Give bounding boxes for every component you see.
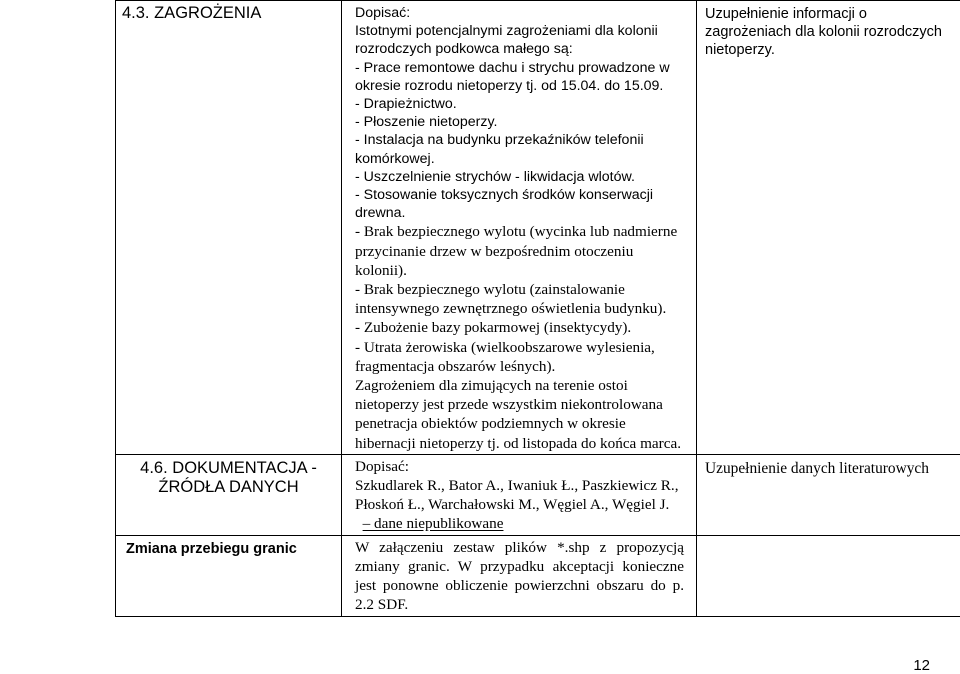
text-line: - Brak bezpiecznego wylotu (zainstalowanie (355, 280, 690, 299)
section-title-threats: 4.3. ZAGROŻENIA (116, 1, 341, 23)
text-line: drewna. (355, 204, 690, 222)
text-line: - Uszczelnienie strychów - likwidacja wlotów. (355, 168, 690, 186)
note-text (697, 536, 960, 540)
text-line: hibernacji nietoperzy tj. od listopada do końca marca. (355, 434, 690, 453)
text-line: - Instalacja na budynku przekaźników telefonii (355, 131, 690, 149)
text-line: przycinanie drzew w bezpośrednim otoczeniu (355, 242, 690, 261)
text-line: Płoskoń Ł., Warchałowski M., Węgiel A., Węgiel J. (355, 495, 690, 514)
table-row (116, 1, 960, 455)
note-text: Uzupełnienie danych literaturowych (697, 455, 960, 478)
text-line: komórkowej. (355, 150, 690, 168)
section-cell (116, 1, 342, 455)
note-cell (697, 1, 960, 455)
text-line: - Prace remontowe dachu i strychu prowadzone w (355, 59, 690, 77)
add-label: Dopisać: (355, 4, 690, 22)
changes-table (115, 0, 960, 617)
page-number: 12 (913, 657, 930, 674)
text-line: nietoperzy jest przede wszystkim niekontrolowana (355, 395, 690, 414)
boundary-change-text: W załączeniu zestaw plików *.shp z propozycją zmiany granic. W przypadku akceptacji konieczne jest ponowne obliczenie powierzchni obszaru do p. 2.2 SDF. (342, 536, 696, 616)
section-title-boundary-change: Zmiana przebiegu granic (116, 536, 341, 558)
table-row (116, 535, 960, 616)
note-text: Uzupełnienie informacji o zagrożeniach dla kolonii rozrodczych nietoperzy. (697, 1, 960, 59)
add-label: Dopisać: (355, 457, 690, 476)
text-line: - Stosowanie toksycznych środków konserwacji (355, 186, 690, 204)
text-line: penetracja obiektów podziemnych w okresie (355, 414, 690, 433)
content-cell (342, 1, 697, 455)
content-cell (342, 535, 697, 616)
text-line: - Brak bezpiecznego wylotu (wycinka lub nadmierne (355, 222, 690, 241)
section-cell (116, 454, 342, 535)
text-line: okresie rozrodu nietoperzy tj. od 15.04. do 15.09. (355, 77, 690, 95)
text-line: intensywnego zewnętrznego oświetlenia budynku). (355, 299, 690, 318)
text-line: Istotnymi potencjalnymi zagrożeniami dla kolonii (355, 22, 690, 40)
table-row (116, 454, 960, 535)
text-line: Szkudlarek R., Bator A., Iwaniuk Ł., Paszkiewicz R., (355, 476, 690, 495)
section-title-documentation: 4.6. DOKUMENTACJA - ŹRÓDŁA DANYCH (116, 455, 341, 497)
note-cell (697, 535, 960, 616)
text-line: kolonii). (355, 261, 690, 280)
text-line: Zagrożeniem dla zimujących na terenie ostoi (355, 376, 690, 395)
text-line: fragmentacja obszarów leśnych). (355, 357, 690, 376)
text-line: - Zubożenie bazy pokarmowej (insektycydy). (355, 318, 690, 337)
section-cell (116, 535, 342, 616)
note-cell (697, 454, 960, 535)
text-line: rozrodczych podkowca małego są: (355, 40, 690, 58)
unpublished-note: – dane niepublikowane (363, 515, 504, 532)
content-cell (342, 454, 697, 535)
text-line: - Płoszenie nietoperzy. (355, 113, 690, 131)
text-line: - Utrata żerowiska (wielkoobszarowe wylesienia, (355, 338, 690, 357)
text-line: - Drapieżnictwo. (355, 95, 690, 113)
